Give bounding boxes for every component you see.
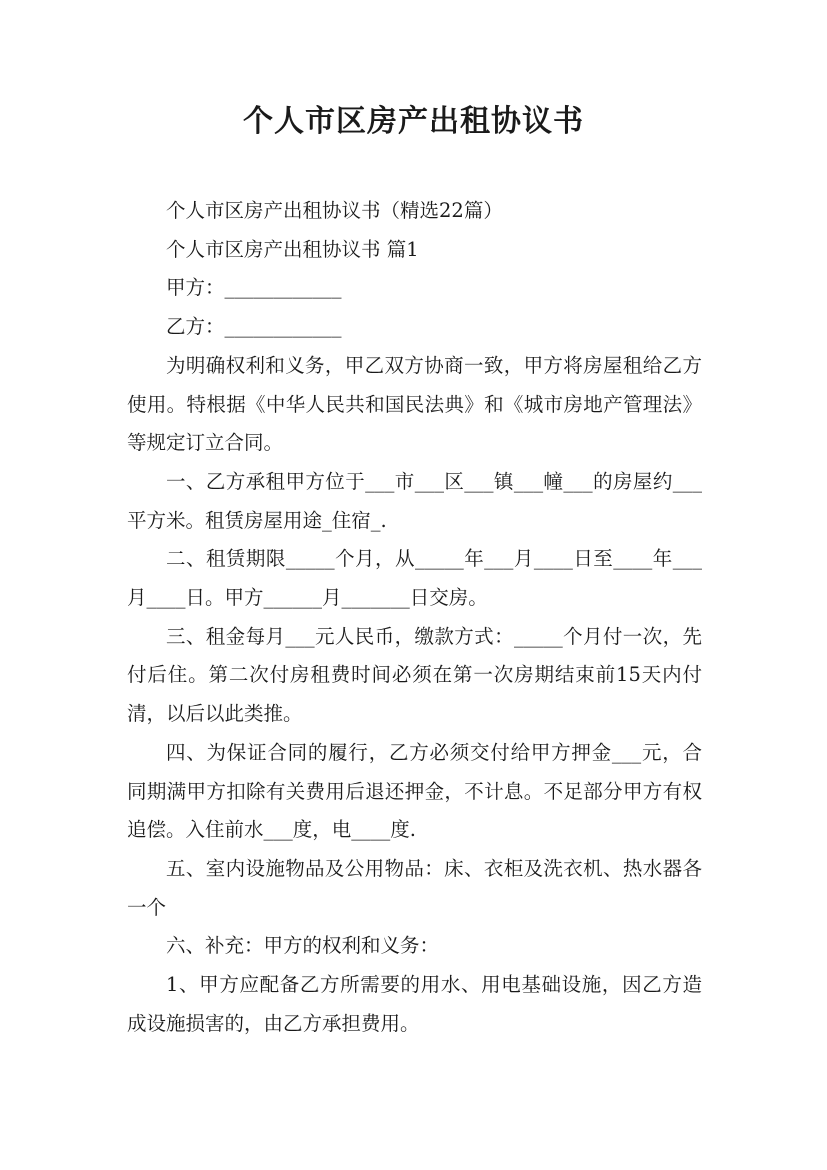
paragraph-clause-6: 六、补充：甲方的权利和义务：: [166, 934, 440, 958]
document-title: 个人市区房产出租协议书: [243, 104, 584, 139]
paragraph-section-label: 个人市区房产出租协议书 篇1: [166, 237, 419, 261]
paragraph-clause-5: 五、室内设施物品及公用物品：床、衣柜及洗衣机、热水器各一个: [127, 856, 702, 919]
paragraph-party-a: 甲方：____________: [166, 276, 342, 300]
paragraph-heading: 个人市区房产出租协议书（精选22篇）: [166, 199, 503, 222]
paragraph-party-b: 乙方：____________: [166, 315, 342, 339]
paragraph-clause-2: 二、租赁期限_____个月，从_____年___月____日至____年___月____日。甲方______月_______日交房。: [127, 547, 702, 610]
paragraph-clause-4: 四、为保证合同的履行，乙方必须交付给甲方押金___元，合同期满甲方扣除有关费用后退还押金，不计息。不足部分甲方有权追偿。入住前水___度，电____度.: [127, 740, 702, 842]
paragraph-clause-3: 三、租金每月___元人民币，缴款方式：_____个月付一次，先付后住。第二次付房租费时间必须在第一次房期结束前15天内付清，以后以此类推。: [127, 624, 702, 726]
paragraph-clause-1: 一、乙方承租甲方位于___市___区___镇___幢___的房屋约___平方米。租赁房屋用途_住宿_.: [127, 469, 702, 532]
document-body: [127, 192, 702, 1043]
paragraph-preamble: 为明确权利和义务，甲乙双方协商一致，甲方将房屋租给乙方使用。特根据《中华人民共和国民法典》和《城市房地产管理法》等规定订立合同。: [127, 353, 702, 455]
paragraph-clause-6-1: 1、甲方应配备乙方所需要的用水、用电基础设施，因乙方造成设施损害的，由乙方承担费用。: [127, 973, 702, 1035]
